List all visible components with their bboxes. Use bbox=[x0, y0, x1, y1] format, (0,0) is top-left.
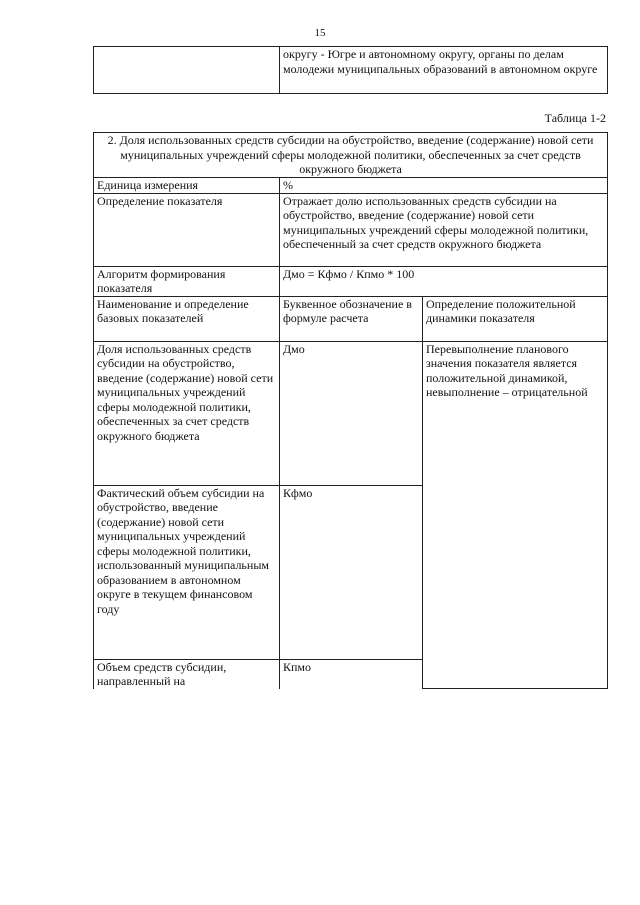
column-header-name: Наименование и определение базовых показателей bbox=[94, 296, 280, 341]
column-header-dynamics: Определение положительной динамики показателя bbox=[423, 296, 608, 341]
base-indicator-name: Объем средств субсидии, направленный на bbox=[94, 659, 280, 689]
indicator-table bbox=[93, 132, 608, 689]
base-indicator-name: Доля использованных средств субсидии на обустройство, введение (содержание) новой сети муниципальных учреждений сферы молодежной политики, обеспеченных за счет средств окружного бюджета bbox=[94, 341, 280, 485]
positive-dynamics-text: Перевыполнение планового значения показателя является положительной динамикой, невыполнение – отрицательной bbox=[423, 341, 608, 689]
definition-label: Определение показателя bbox=[94, 193, 280, 266]
definition-value: Отражает долю использованных средств субсидии на обустройство, введение (содержание) новой сети муниципальных учреждений сферы молодежной политики, обеспеченный за счет средств окружного бюджета bbox=[280, 193, 608, 266]
base-indicator-symbol: Кпмо bbox=[280, 659, 423, 689]
unit-label: Единица измерения bbox=[94, 178, 280, 194]
algorithm-label: Алгоритм формирования показателя bbox=[94, 266, 280, 296]
responsible-continuation: округу - Югре и автономному округу, органы по делам молодежи муниципальных образований в автономном округе bbox=[280, 47, 608, 94]
table-row bbox=[94, 47, 608, 94]
continuation-table bbox=[93, 46, 608, 94]
indicator-title: 2. Доля использованных средств субсидии на обустройство, введение (содержание) новой сети муниципальных учреждений сферы молодежной политики, обеспеченных за счет средств окружного бюджета bbox=[94, 133, 608, 178]
algorithm-formula: Дмо = Кфмо / Кпмо * 100 bbox=[280, 266, 608, 296]
unit-value: % bbox=[280, 178, 608, 194]
base-indicator-symbol: Кфмо bbox=[280, 485, 423, 659]
empty-cell bbox=[94, 47, 280, 94]
table-row bbox=[94, 193, 608, 266]
table-row bbox=[94, 341, 608, 485]
base-indicator-symbol: Дмо bbox=[280, 341, 423, 485]
base-indicator-name: Фактический объем субсидии на обустройство, введение (содержание) новой сети муниципальных учреждений сферы молодежной политики, использованный муниципальным образованием в автономном округе в текущем финансовом году bbox=[94, 485, 280, 659]
page-number: 15 bbox=[314, 27, 326, 39]
table-caption: Таблица 1-2 bbox=[544, 111, 606, 125]
table-row bbox=[94, 178, 608, 194]
table-row bbox=[94, 296, 608, 341]
table-row bbox=[94, 133, 608, 178]
table-row bbox=[94, 266, 608, 296]
column-header-symbol: Буквенное обозначение в формуле расчета bbox=[280, 296, 423, 341]
